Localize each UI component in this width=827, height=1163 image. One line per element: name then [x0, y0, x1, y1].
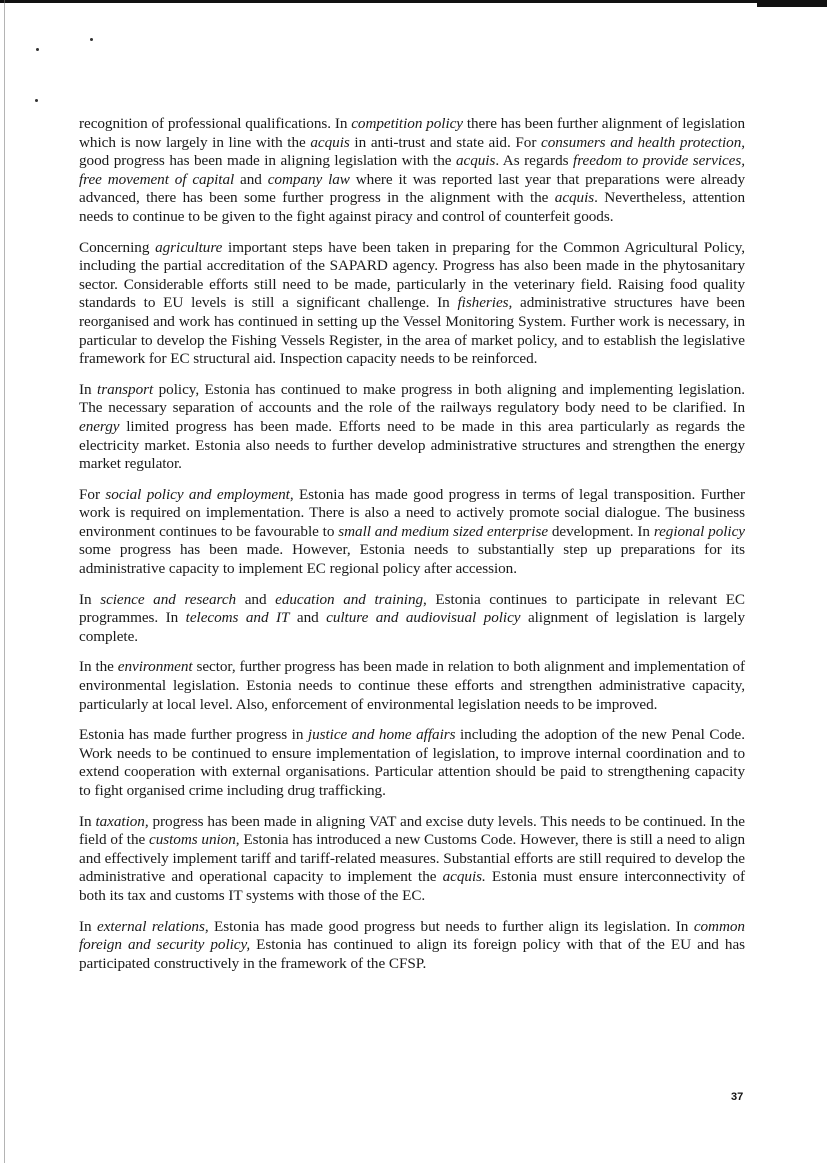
italic-term: acquis — [455, 152, 496, 170]
paragraph — [79, 381, 745, 474]
text-run: alignment of legislation is largely complete. — [79, 609, 745, 645]
paragraph — [79, 918, 745, 974]
text-run: . Nevertheless, attention needs to continue to be given to the fight against piracy and control of counterfeit goods. — [79, 189, 745, 225]
text-run: there has been further alignment of legislation which is now largely in line with the — [79, 115, 745, 151]
text-run: For — [79, 485, 106, 503]
text-run: , Estonia has made good progress but needs to further align its legislation. In — [204, 917, 694, 935]
text-run: sector, further progress has been made in relation to both alignment and implementation of environmental legislation. Estonia needs to continue these efforts and strengthen administrative capacity, particularly at local level. Also, enforcement of environmental legislation needs to be improved. — [79, 658, 746, 713]
text-run: and — [236, 590, 276, 608]
italic-term: fisheries, — [457, 294, 513, 312]
text-run: development. In — [548, 522, 654, 540]
scan-speck — [35, 99, 38, 102]
text-run: in anti-trust and state aid. For — [349, 133, 542, 151]
text-run: In — [79, 590, 101, 608]
text-run: limited progress has been made. Efforts need to be made in this area particularly as regards the electricity market. Estonia also needs to further develop administrative structures and strengthen the energy market regulator. — [79, 417, 745, 473]
italic-term: science and research — [100, 590, 237, 608]
italic-term: acquis — [310, 133, 350, 151]
top-rule — [0, 0, 827, 3]
text-run: some progress has been made. However, Estonia needs to substantially step up preparations for its administrative capacity to implement EC regional policy after accession. — [79, 541, 745, 578]
text-run: , Estonia continues to participate in relevant EC programmes. In — [79, 590, 746, 627]
text-run: where it was reported last year that preparations were already advanced, there has been some further progress in the alignment with the — [79, 170, 745, 207]
italic-term: social policy and employment — [105, 485, 290, 503]
italic-term: acquis — [554, 189, 595, 207]
scan-speck — [36, 48, 39, 51]
italic-term: education and training — [275, 590, 424, 608]
text-run: In the — [79, 658, 118, 676]
italic-term: regional policy — [653, 522, 745, 540]
text-run: progress has been made in aligning VAT and excise duty levels. This needs to be continued. In the field of the — [79, 812, 745, 849]
text-run: important steps have been taken in preparing for the Common Agricultural Policy, including the partial accreditation of the SAPARD agency. Progress has also been made in the phytosanitary sector. Considerable efforts still need to be made, particularly in the veterinary field. Raising food quality standards to EU levels is still a significant challenge. In — [79, 238, 746, 312]
text-run: Estonia has made further progress in — [79, 726, 308, 744]
italic-term: company law — [267, 170, 350, 188]
text-run: and — [289, 609, 327, 627]
paragraph — [79, 239, 745, 369]
text-run: , good progress has been made in aligning legislation with the — [79, 133, 745, 170]
italic-term: acquis. — [442, 868, 486, 886]
italic-term: justice and home affairs — [307, 726, 456, 744]
paragraph — [79, 813, 745, 906]
text-run: administrative structures have been reorganised and work has continued in setting up the Vessel Monitoring System. Further work is necessary, in particular to develop the Fishing Vessels Register, in the area of market policy, and to establish the legislative framework for EC structural aid. Inspection capacity needs to be reinforced. — [79, 294, 746, 368]
italic-term: agriculture — [155, 238, 223, 256]
text-run: In — [79, 812, 96, 830]
italic-term: energy — [79, 417, 120, 435]
top-rule-end — [757, 0, 827, 7]
italic-term: taxation, — [95, 812, 149, 830]
italic-term: external relations — [97, 917, 205, 935]
italic-term: telecoms and IT — [185, 609, 290, 627]
italic-term: transport — [97, 380, 154, 398]
text-run: Concerning — [79, 238, 156, 256]
text-run: Estonia has continued to align its foreign policy with that of the EU and has participated constructively in the framework of the CFSP. — [79, 936, 745, 972]
paragraph — [79, 726, 745, 800]
italic-term: consumers and health protection — [541, 133, 742, 151]
italic-term: common foreign and security policy, — [79, 917, 745, 954]
text-run: Estonia must ensure interconnectivity of both its tax and customs IT systems with those of the EC. — [79, 868, 745, 904]
paragraph — [79, 115, 745, 227]
text-run: and — [234, 170, 268, 188]
paragraph — [79, 486, 745, 579]
paragraph — [79, 591, 745, 647]
text-run: recognition of professional qualifications. In — [79, 115, 352, 132]
text-run: including the adoption of the new Penal Code. Work needs to be continued to ensure implementation of legislation, to improve internal coordination and to extend cooperation with external organisations. Particular attention should be paid to strengthening capacity to fight organised crime including drug trafficking. — [79, 726, 745, 799]
paragraph — [79, 658, 745, 714]
text-run: In — [79, 917, 98, 935]
italic-term: competition policy — [351, 115, 463, 132]
italic-term: customs union — [149, 831, 236, 849]
document-body — [79, 115, 745, 985]
scan-left-edge — [4, 0, 5, 1163]
text-run: In — [79, 380, 98, 398]
italic-term: environment — [117, 658, 193, 676]
italic-term: freedom to provide services, free movement of capital — [79, 152, 745, 188]
text-run: . As regards — [495, 152, 574, 170]
scan-speck — [90, 38, 93, 41]
text-run: policy, Estonia has continued to make progress in both aligning and implementing legislation. The necessary separation of accounts and the role of the railways regulatory body need to be clarified. In — [79, 380, 745, 417]
text-run: , Estonia has made good progress in terms of legal transposition. Further work is required on implementation. There is also a need to actively promote social dialogue. The business environment continues to be favourable to — [79, 485, 745, 540]
page-number: 37 — [731, 1091, 744, 1103]
text-run: , Estonia has introduced a new Customs Code. However, there is still a need to align and effectively implement tariff and tariff-related measures. Substantial efforts are still required to develop the administrative and operational capacity to implement the — [79, 831, 745, 886]
italic-term: culture and audiovisual policy — [326, 609, 521, 627]
italic-term: small and medium sized enterprise — [338, 522, 549, 540]
